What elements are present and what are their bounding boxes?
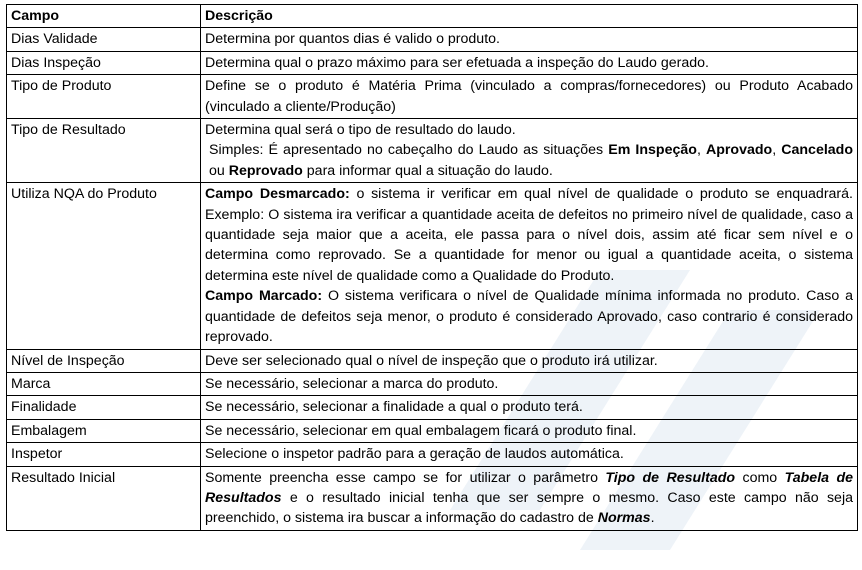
field-description: Deve ser selecionado qual o nível de inspeção que o produto irá utilizar. [201, 349, 858, 372]
description-paragraph [205, 184, 853, 286]
field-name: Dias Inspeção [7, 51, 201, 74]
description-text: O sistema verificara o nível de Qualidade mínima informada no produto. Caso a quantidade de defeitos seja menor, o produto é considerado Aprovado, caso contrario é considerado reprovado. [205, 288, 853, 346]
table-row [7, 119, 858, 183]
field-name: Tipo de Produto [7, 75, 201, 119]
campo-marcado-label: Campo Marcado: [205, 288, 323, 305]
table-header-row [7, 5, 858, 28]
field-name: Finalidade [7, 396, 201, 419]
status-cancelado: Cancelado [781, 142, 853, 159]
header-campo: Campo [7, 5, 201, 28]
field-name: Nível de Inspeção [7, 349, 201, 372]
param-normas: Normas [597, 510, 651, 527]
description-text: como [735, 469, 785, 486]
status-reprovado: Reprovado [228, 162, 303, 179]
table-row [7, 466, 858, 530]
description-paragraph [205, 140, 853, 181]
separator-text: , [696, 142, 706, 159]
field-name: Resultado Inicial [7, 466, 201, 530]
description-text: Simples: É apresentado no cabeçalho do Laudo as situações [209, 142, 609, 159]
param-tabela-de-resultados: Tabela de Resultados [205, 469, 854, 506]
status-em-inspecao: Em Inspeção [608, 142, 697, 159]
param-tipo-de-resultado: Tipo de Resultado [605, 469, 736, 486]
table-row [7, 183, 858, 349]
fields-description-table [6, 4, 858, 531]
field-description [201, 466, 858, 530]
field-name: Utiliza NQA do Produto [7, 183, 201, 349]
description-text: . [650, 510, 655, 527]
table-row [7, 28, 858, 51]
table-row [7, 75, 858, 119]
table-row [7, 419, 858, 442]
description-paragraph [205, 286, 853, 347]
description-text: o sistema ir verificar em qual nível de qualidade o produto se enquadrará. Exemplo: O sistema ira verificar a quantidade aceita de defeitos no primeiro nível de qualidade, caso a quantidade seja maior que a aceita, ele passa para o nível dois, assim até ficar sem nível e o determina como reprovado. Se a quantidade for menor ou igual a quantidade aceita, o sistema determina este nível de qualidade como a Qualidade do Produto. [205, 186, 853, 284]
status-aprovado: Aprovado [705, 142, 773, 159]
field-description [201, 119, 858, 183]
field-name: Dias Validade [7, 28, 201, 51]
header-descricao: Descrição [201, 5, 858, 28]
description-text: e o resultado inicial tenha que ser sempre o mesmo. Caso este campo não seja preenchido, o sistema ira buscar a informação do cadastro de [205, 489, 853, 527]
field-description: Selecione o inspetor padrão para a geração de laudos automática. [201, 443, 858, 466]
field-name: Tipo de Resultado [7, 119, 201, 183]
table-row [7, 443, 858, 466]
field-description [201, 183, 858, 349]
description-text: para informar qual a situação do laudo. [302, 162, 553, 179]
separator-text: ou [209, 162, 229, 179]
table-row [7, 372, 858, 395]
field-description: Determina por quantos dias é valido o produto. [201, 28, 858, 51]
field-name: Marca [7, 372, 201, 395]
table-row [7, 349, 858, 372]
description-text: Somente preencha esse campo se for utilizar o parâmetro [205, 469, 606, 486]
table-row [7, 51, 858, 74]
campo-desmarcado-label: Campo Desmarcado: [205, 186, 350, 203]
field-description: Se necessário, selecionar em qual embalagem ficará o produto final. [201, 419, 858, 442]
field-name: Embalagem [7, 419, 201, 442]
field-description: Define se o produto é Matéria Prima (vinculado a compras/fornecedores) ou Produto Acabado (vinculado a cliente/Produção) [201, 75, 858, 119]
description-line: Determina qual será o tipo de resultado do laudo. [205, 122, 516, 139]
field-description: Determina qual o prazo máximo para ser efetuada a inspeção do Laudo gerado. [201, 51, 858, 74]
field-description: Se necessário, selecionar a marca do produto. [201, 372, 858, 395]
field-name: Inspetor [7, 443, 201, 466]
field-description: Se necessário, selecionar a finalidade a qual o produto terá. [201, 396, 858, 419]
separator-text: , [772, 142, 782, 159]
table-row [7, 396, 858, 419]
